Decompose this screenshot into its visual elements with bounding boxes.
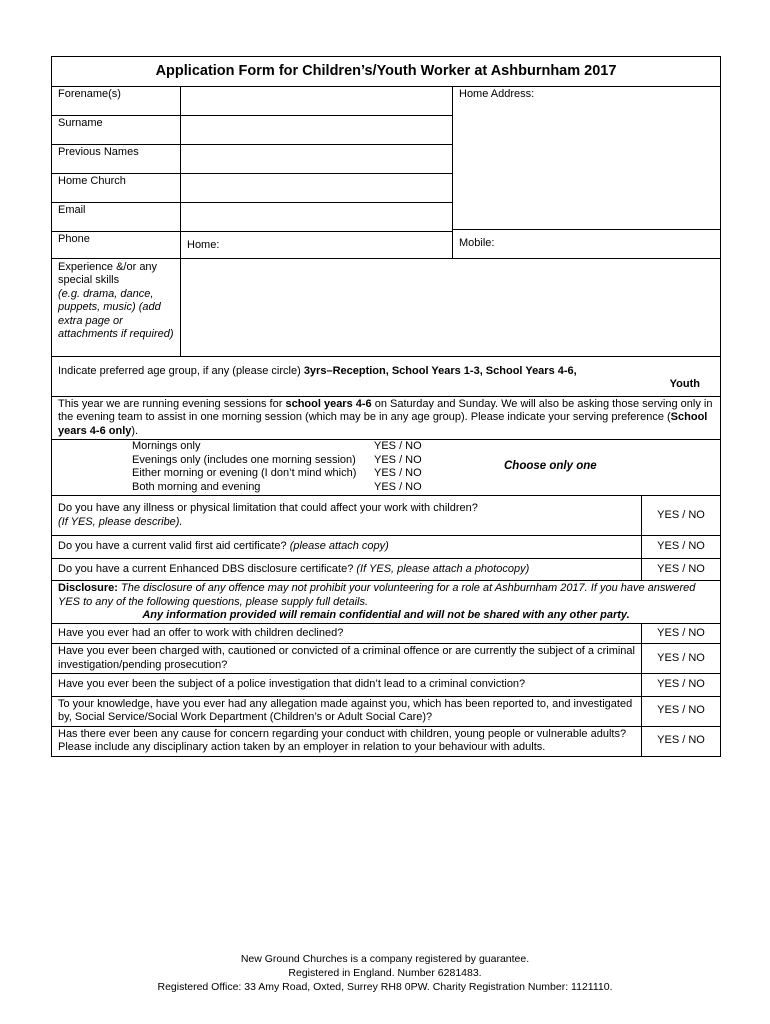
disclosure-question-row (52, 623, 720, 644)
phone-label: Phone (52, 232, 181, 258)
footer-line-1: New Ground Churches is a company registered by guarantee. (240, 953, 530, 965)
forenames-label: Forename(s) (52, 87, 181, 115)
age-group-youth-option[interactable]: Youth (669, 378, 700, 390)
experience-label: Experience &/or any special skills (58, 260, 158, 286)
disclosure-question: To your knowledge, have you ever had any allegation made against you, which has been reported to, and investigated by, Social Service/Social Work Department (Children’s or Adult Social Care)? (52, 697, 642, 726)
illness-row (52, 495, 720, 535)
age-group-prompt: Indicate preferred age group, if any (please circle) (58, 364, 304, 377)
home-church-label: Home Church (52, 174, 181, 202)
disclosure-question: Have you ever had an offer to work with children declined? (52, 624, 642, 644)
experience-examples: (e.g. drama, dance, puppets, music) (add extra page or attachments if required) (58, 287, 174, 340)
home-phone-field[interactable]: Home: (187, 238, 220, 251)
previous-names-label: Previous Names (52, 145, 181, 173)
evening-bold-2: School years 4-6 only (58, 411, 708, 437)
first-aid-answer[interactable]: YES / NO (657, 540, 705, 552)
disclosure-question: Have you ever been charged with, cautioned or convicted of a criminal offence or are currently the subject of a criminal investigation/pending prosecution? (52, 644, 642, 673)
experience-row (52, 258, 720, 356)
choose-only-one: Choose only one (504, 460, 597, 473)
evening-info-row (52, 396, 720, 440)
evening-text-2: on Saturday and Sunday. We will also be asking those serving only in the evening team to assist in one morning session (which may be in any age group). Please indicate your serving preference ( (58, 397, 713, 423)
first-aid-row (52, 535, 720, 558)
disclosure-answer[interactable]: YES / NO (657, 734, 705, 747)
disclosure-question-row (52, 726, 720, 756)
home-church-field[interactable] (181, 174, 452, 202)
previous-names-field[interactable] (181, 145, 452, 173)
disclosure-answer[interactable]: YES / NO (657, 651, 705, 664)
experience-field[interactable] (181, 259, 720, 356)
form-title: Application Form for Children’s/Youth Worker at Ashburnham 2017 (155, 63, 617, 79)
disclosure-answer[interactable]: YES / NO (657, 626, 705, 639)
dbs-answer[interactable]: YES / NO (657, 562, 705, 575)
disclosure-answer[interactable]: YES / NO (657, 704, 705, 717)
personal-details (52, 86, 720, 258)
disclosure-row (52, 580, 720, 623)
evening-text-1: This year we are running evening sessions for (58, 397, 286, 410)
evening-bold-1: school years 4-6 (285, 397, 372, 410)
pref-both-answer[interactable]: YES / NO (374, 480, 422, 493)
pref-both: Both morning and evening (132, 480, 261, 493)
disclosure-question: Have you ever been the subject of a police investigation that didn’t lead to a criminal conviction? (52, 674, 642, 696)
pref-either-answer[interactable]: YES / NO (374, 467, 422, 479)
surname-label: Surname (52, 116, 181, 144)
mobile-field[interactable]: Mobile: (453, 229, 720, 258)
pref-evenings-only: Evenings only (includes one morning session) (132, 453, 356, 466)
illness-answer[interactable]: YES / NO (657, 508, 705, 521)
first-aid-note: (please attach copy) (289, 540, 389, 552)
evening-info (52, 397, 720, 440)
footer (0, 952, 770, 994)
email-field[interactable] (181, 203, 452, 231)
illness-note: (If YES, please describe). (58, 515, 183, 528)
dbs-question: Do you have a current Enhanced DBS disclosure certificate? (58, 562, 357, 575)
disclosure-confidential: Any information provided will remain confidential and will not be shared with any other party. (142, 609, 630, 621)
pref-mornings-only: Mornings only (132, 440, 201, 452)
age-group-options[interactable]: 3yrs–Reception, School Years 1-3, School Years 4-6, (303, 364, 577, 377)
disclosure-question-row (52, 673, 720, 696)
footer-line-2: Registered in England. Number 6281483. (288, 967, 482, 979)
disclosure-question-row (52, 643, 720, 673)
disclosure-label: Disclosure: (58, 582, 118, 594)
pref-evenings-answer[interactable]: YES / NO (374, 453, 422, 466)
serving-preference-row (52, 439, 720, 495)
title-row (52, 57, 720, 86)
illness-question: Do you have any illness or physical limitation that could affect your work with children? (58, 502, 478, 514)
age-group-row (52, 356, 720, 396)
home-address-field[interactable]: Home Address: (459, 87, 535, 100)
email-label: Email (52, 203, 181, 231)
surname-field[interactable] (181, 116, 452, 144)
disclosure-question-row (52, 696, 720, 726)
pref-mornings-answer[interactable]: YES / NO (374, 440, 422, 452)
disclosure-text: The disclosure of any offence may not prohibit your volunteering for a role at Ashburnham 2017. If you have answered YES to any of the following questions, please supply full details. (58, 582, 696, 608)
dbs-note: (If YES, please attach a photocopy) (356, 562, 530, 575)
footer-line-3: Registered Office: 33 Amy Road, Oxted, Surrey RH8 0PW. Charity Registration Number: 1121110. (157, 981, 613, 993)
disclosure-answer[interactable]: YES / NO (657, 678, 705, 690)
disclosure-question: Has there ever been any cause for concern regarding your conduct with children, young people or vulnerable adults? Please include any disciplinary action taken by an employer in relation to your behaviour with adults. (52, 727, 642, 756)
forenames-field[interactable] (181, 87, 452, 115)
evening-text-3: ). (131, 424, 139, 437)
application-form (51, 56, 721, 757)
pref-either: Either morning or evening (I don’t mind which) (132, 467, 357, 479)
first-aid-question: Do you have a current valid first aid certificate? (58, 540, 290, 552)
dbs-row (52, 558, 720, 581)
